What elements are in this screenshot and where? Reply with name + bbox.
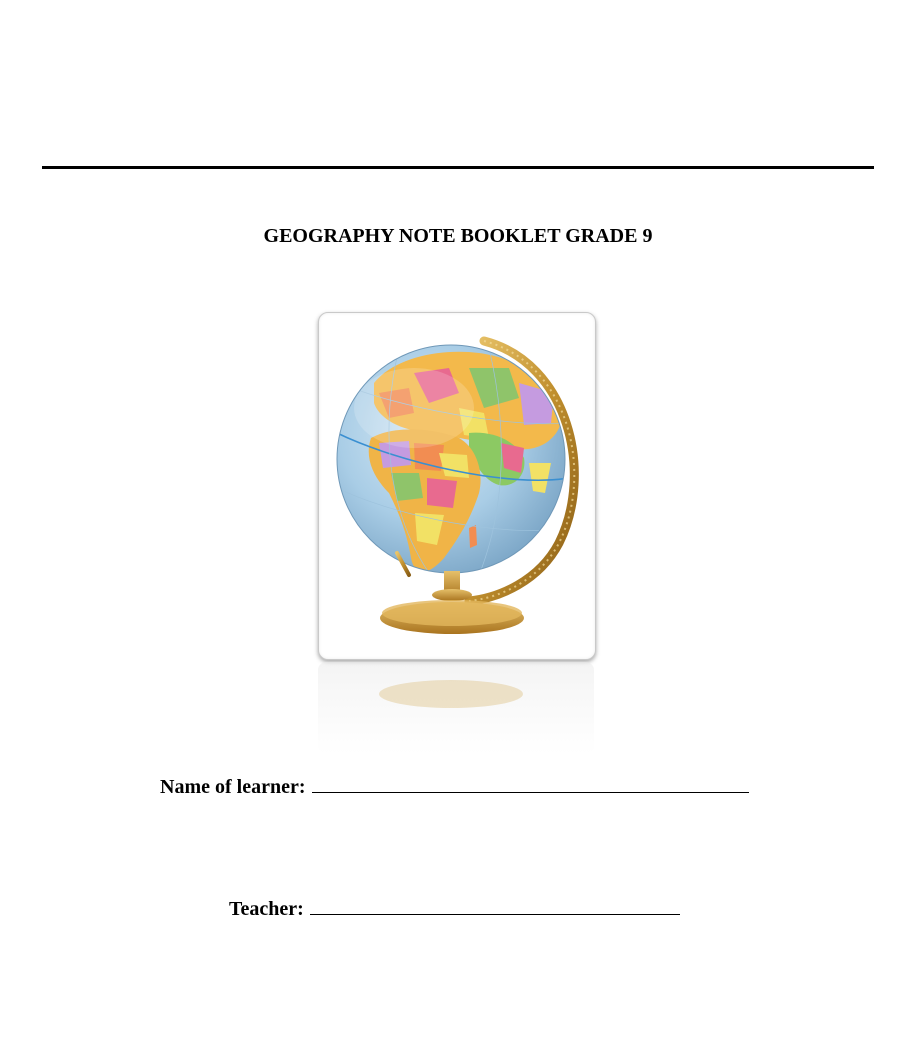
globe-icon bbox=[319, 313, 595, 659]
globe-image-frame bbox=[318, 312, 596, 660]
globe-reflection bbox=[318, 662, 594, 754]
teacher-label: Teacher: bbox=[229, 898, 304, 920]
teacher-field bbox=[229, 898, 680, 921]
learner-name-label: Name of learner: bbox=[160, 776, 306, 798]
learner-name-blank-line[interactable] bbox=[312, 776, 749, 793]
top-horizontal-rule bbox=[42, 166, 874, 169]
page-title: GEOGRAPHY NOTE BOOKLET GRADE 9 bbox=[263, 225, 653, 247]
teacher-blank-line[interactable] bbox=[310, 898, 680, 915]
learner-name-field bbox=[160, 776, 749, 799]
